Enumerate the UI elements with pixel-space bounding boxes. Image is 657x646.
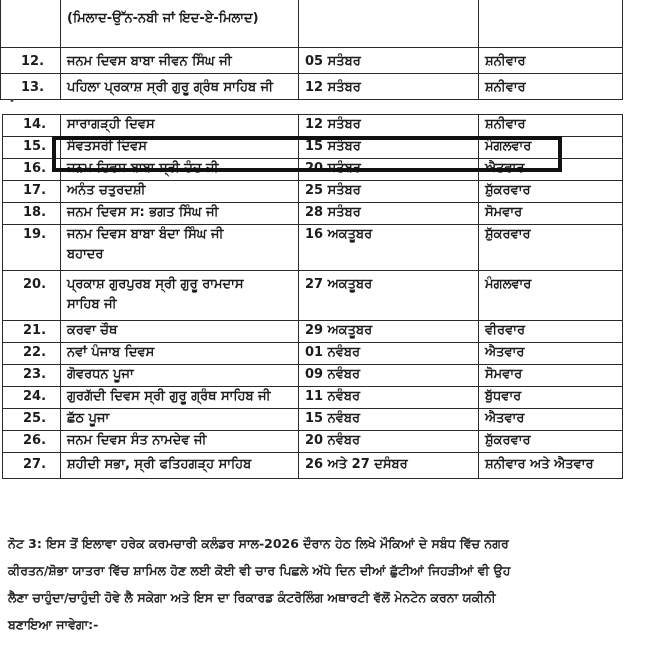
table-row [1,74,623,100]
holiday-day: ਸ਼ੁੱਕਰਵਾਰ [479,431,623,453]
holiday-day: ਸ਼ੁੱਕਰਵਾਰ [479,181,623,203]
occasion-name: ਪਹਿਲਾ ਪ੍ਰਕਾਸ਼ ਸ੍ਰੀ ਗੁਰੂ ਗ੍ਰੰਥ ਸਾਹਿਬ ਜੀ [61,74,299,100]
note-line: ਲੈਣਾ ਚਾਹੁੰਦਾ/ਚਾਹੁੰਦੀ ਹੋਵੇ ਲੈ ਸਕੇਗਾ ਅਤੇ ਇਸ ਦਾ ਰਿਕਾਰਡ ਕੰਟਰੋਲਿੰਗ ਅਥਾਰਟੀ ਵੱਲੋਂ ਮੇਨਟੇਨ ਕਰਨਾ ਯਕੀਨੀ [8,590,496,605]
holiday-date: 01 ਨਵੰਬਰ [299,343,479,365]
table-row [3,409,623,431]
holiday-date: 27 ਅਕਤੂਬਰ [299,271,479,321]
occasion-name: ਸੰਵਤਸਰੀ ਦਿਵਸ [61,137,299,159]
holiday-day: ਮੰਗਲਵਾਰ [479,137,623,159]
row-number: 20. [3,271,61,321]
holiday-date: 12 ਸਤੰਬਰ [299,74,479,100]
occasion-name: ਛੱਠ ਪੂਜਾ [61,409,299,431]
row-number: 13. [1,74,61,100]
holiday-date: 29 ਅਕਤੂਬਰ [299,321,479,343]
table-row [3,225,623,271]
holiday-day: ਸ਼ਨੀਵਾਰ [479,48,623,74]
table-row [3,343,623,365]
occasion-name: ਜਨਮ ਦਿਵਸ ਸੰਤ ਨਾਮਦੇਵ ਜੀ [61,431,299,453]
holiday-day: ਸ਼ੁੱਕਰਵਾਰ [479,225,623,271]
table-row [3,453,623,479]
row-number: 24. [3,387,61,409]
occasion-name: ਜਨਮ ਦਿਵਸ ਬਾਬਾ ਜੀਵਨ ਸਿੰਘ ਜੀ [61,48,299,74]
holiday-day: ਸ਼ਨੀਵਾਰ ਅਤੇ ਐਤਵਾਰ [479,453,623,479]
holiday-day: ਬੁੱਧਵਾਰ [479,387,623,409]
row-number: 14. [3,115,61,137]
occasion-name: ਗੋਵਰਧਨ ਪੂਜਾ [61,365,299,387]
occasion-name: ਜਨਮ ਦਿਵਸ ਬਾਬਾ ਸ੍ਰੀ ਚੰਦ ਜੀ [61,159,299,181]
row-number: 16. [3,159,61,181]
table-row [1,48,623,74]
row-number: 22. [3,343,61,365]
holiday-date: 05 ਸਤੰਬਰ [299,48,479,74]
holiday-date: 16 ਅਕਤੂਬਰ [299,225,479,271]
row-number: 18. [3,203,61,225]
stray-mark: • [9,96,15,107]
table-row [3,271,623,321]
row-number: 27. [3,453,61,479]
holiday-day: ਐਤਵਾਰ [479,159,623,181]
holiday-date: 09 ਨਵੰਬਰ [299,365,479,387]
table-row [3,115,623,137]
occasion-name: ਨਵਾਂ ਪੰਜਾਬ ਦਿਵਸ [61,343,299,365]
table-row [3,203,623,225]
holiday-day: ਐਤਵਾਰ [479,409,623,431]
holiday-date: 20 ਸਤੰਬਰ [299,159,479,181]
note-paragraph [8,530,648,638]
holiday-date: 15 ਸਤੰਬਰ [299,137,479,159]
table-row [3,431,623,453]
holiday-date: 11 ਨਵੰਬਰ [299,387,479,409]
row-number: 21. [3,321,61,343]
occasion-name: ਪ੍ਰਕਾਸ਼ ਗੁਰਪੁਰਬ ਸ੍ਰੀ ਗੁਰੂ ਰਾਮਦਾਸ ਸਾਹਿਬ ਜੀ [61,271,299,321]
holiday-day: ਸੋਮਵਾਰ [479,365,623,387]
holiday-day: ਵੀਰਵਾਰ [479,321,623,343]
occasion-name: ਅਨੰਤ ਚਤੁਰਦਸ਼ੀ [61,181,299,203]
row-number: 15. [3,137,61,159]
occasion-name: ਕਰਵਾ ਚੌਥ [61,321,299,343]
holiday-date [299,0,479,48]
row-number: 26. [3,431,61,453]
holiday-day: ਸੋਮਵਾਰ [479,203,623,225]
holiday-date: 25 ਸਤੰਬਰ [299,181,479,203]
occasion-name: ਜਨਮ ਦਿਵਸ ਸ: ਭਗਤ ਸਿੰਘ ਜੀ [61,203,299,225]
row-number [1,0,61,48]
note-line: ਬਣਾਇਆ ਜਾਵੇਗਾ:- [8,617,99,632]
occasion-name: ਸ਼ਹੀਦੀ ਸਭਾ, ਸ੍ਰੀ ਫਤਿਹਗੜ੍ਹ ਸਾਹਿਬ [61,453,299,479]
table-row [3,321,623,343]
occasion-name: ਗੁਰਗੱਦੀ ਦਿਵਸ ਸ੍ਰੀ ਗੁਰੂ ਗ੍ਰੰਥ ਸਾਹਿਬ ਜੀ [61,387,299,409]
table-row [3,365,623,387]
holiday-day: ਸ਼ਨੀਵਾਰ [479,115,623,137]
occasion-name: (ਮਿਲਾਦ-ਉੱਨ-ਨਬੀ ਜਾਂ ਇਦ-ਏ-ਮਿਲਾਦ) [61,0,299,48]
note-line: ਨੋਟ 3: ਇਸ ਤੋਂ ਇਲਾਵਾ ਹਰੇਕ ਕਰਮਚਾਰੀ ਕਲੰਡਰ ਸਾਲ-2026 ਦੌਰਾਨ ਹੇਠ ਲਿਖੇ ਮੌਕਿਆਂ ਦੇ ਸਬੰਧ ਵਿੱਚ ਨਗਰ [8,536,509,551]
occasion-name: ਜਨਮ ਦਿਵਸ ਬਾਬਾ ਬੰਦਾ ਸਿੰਘ ਜੀ ਬਹਾਦਰ [61,225,299,271]
holiday-date: 15 ਨਵੰਬਰ [299,409,479,431]
holiday-day [479,0,623,48]
table-row [3,387,623,409]
row-number: 19. [3,225,61,271]
holiday-date: 26 ਅਤੇ 27 ਦਸੰਬਰ [299,453,479,479]
table-row [3,181,623,203]
row-number: 17. [3,181,61,203]
holiday-date: 12 ਸਤੰਬਰ [299,115,479,137]
row-number: 12. [1,48,61,74]
note-line: ਕੀਰਤਨ/ਸ਼ੋਭਾ ਯਾਤਰਾ ਵਿੱਚ ਸ਼ਾਮਿਲ ਹੋਣ ਲਈ ਕੋਈ ਵੀ ਚਾਰ ਪਿਛਲੇ ਅੱਧੇ ਦਿਨ ਦੀਆਂ ਛੁੱਟੀਆਂ ਜਿਹੜੀਆਂ ਵੀ ਉਹ [8,563,511,578]
highlight-box [52,136,562,172]
table-row [1,0,623,48]
holiday-table-top [0,0,623,100]
row-number: 25. [3,409,61,431]
holiday-day: ਐਤਵਾਰ [479,343,623,365]
holiday-date: 20 ਨਵੰਬਰ [299,431,479,453]
holiday-day: ਸ਼ਨੀਵਾਰ [479,74,623,100]
holiday-date: 28 ਸਤੰਬਰ [299,203,479,225]
occasion-name: ਸਾਰਾਗੜ੍ਹੀ ਦਿਵਸ [61,115,299,137]
holiday-day: ਮੰਗਲਵਾਰ [479,271,623,321]
row-number: 23. [3,365,61,387]
